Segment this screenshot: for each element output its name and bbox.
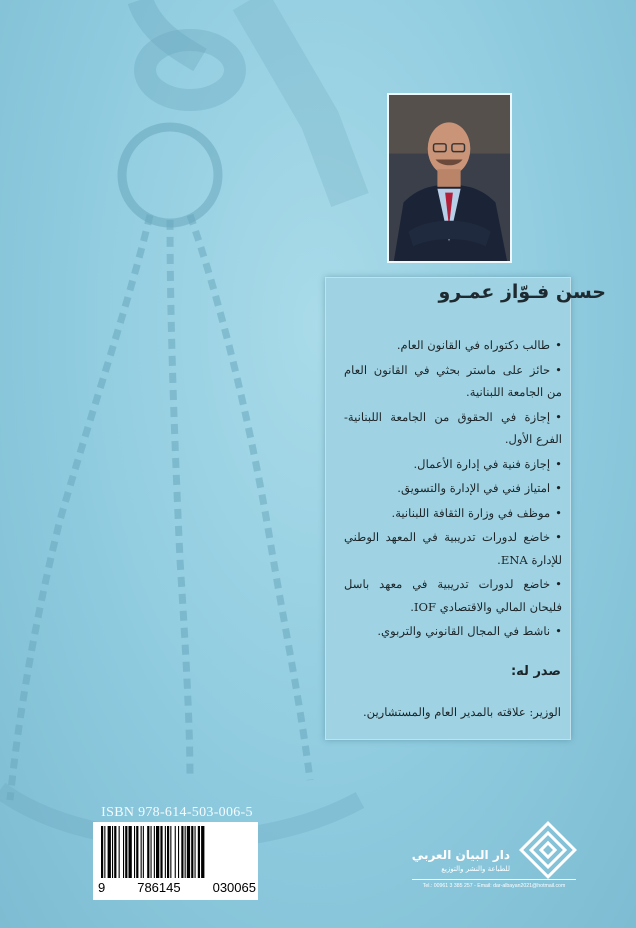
bio-item: •خاضع لدورات تدريبية في المعهد الوطني للإدارة ENA. [344,530,562,567]
publisher-contact: Tel.: 00961 3 385 257 - Email: dar-albayan2021@hotmail.com [422,883,566,889]
published-work-item: الوزير: علاقته بالمدير العام والمستشارين. [363,705,561,719]
publisher-name: دار البيان العربي [411,848,510,862]
bullet-icon: • [555,530,562,544]
bio-list [344,334,562,645]
barcode-bar [170,826,171,878]
barcode-digit-lead: 9 [98,880,106,895]
bullet-icon: • [555,481,562,495]
barcode-bars [93,822,258,882]
barcode-bar [151,826,152,878]
barcode-bar [154,826,155,878]
bullet-icon: • [555,505,562,520]
barcode-bar [141,826,142,878]
bullet-icon: • [555,409,562,424]
barcode-bar [165,826,166,878]
barcode-bar [187,826,190,878]
barcode-bar [147,826,149,878]
barcode-bar [191,826,193,878]
bio-item: •طالب دكتوراه في القانون العام. [396,338,562,352]
bio-item: •ناشط في المجال القانوني والتربوي. [377,624,562,638]
barcode-bar [185,826,186,878]
barcode-digits [96,880,258,895]
publisher-subtitle: للطباعة والنشر والتوزيع [441,865,510,873]
publisher-logo-icon [519,821,577,879]
barcode-bar [114,826,116,878]
barcode-bar [104,826,105,878]
barcode-digit-group: 030065 [212,880,256,895]
bio-item: •امتياز فني في الإدارة والتسويق. [397,481,562,495]
barcode-bar [160,826,162,878]
barcode-bar [178,826,179,878]
bullet-icon: • [555,338,562,352]
bio-item: •إجازة فنية في إدارة الأعمال. [413,456,562,471]
barcode-bar [119,826,120,878]
barcode-bar [129,826,132,878]
barcode-bar [123,826,124,878]
barcode-bar [167,826,169,878]
barcode-bar [112,826,113,878]
barcode-bar [108,826,111,878]
barcode-bar [134,826,135,878]
published-works-heading: صدر له: [510,664,561,679]
bullet-icon: • [555,456,562,471]
barcode-bar [125,826,127,878]
author-photo [387,93,512,263]
barcode-bar [181,826,183,878]
barcode-bar [201,826,204,878]
barcode-bar [101,826,103,878]
barcode-bar [136,826,138,878]
bullet-icon: • [555,362,562,377]
barcode-bar [156,826,159,878]
barcode-bar [143,826,144,878]
barcode-bar [175,826,176,878]
bullet-icon: • [555,624,562,638]
bullet-icon: • [555,577,562,591]
barcode-bar [195,826,196,878]
isbn-label: ISBN 978-614-503-006-5 [101,805,253,820]
barcode-bar [198,826,200,878]
barcode-digit-group: 786145 [137,880,181,895]
bio-item: •إجازة في الحقوق من الجامعة اللبنانية- الفرع الأول. [344,409,562,446]
bio-item: •حائز على ماستر بحثي في القانون العام من الجامعة اللبنانية. [344,362,562,399]
author-name: حسن فـوّاز عمـرو [438,281,606,303]
bio-item: •موظف في وزارة الثقافة اللبنانية. [391,505,562,520]
publisher-divider [412,879,576,880]
bio-item: •خاضع لدورات تدريبية في معهد باسل فليحان المالي والاقتصادي IOF. [344,577,562,614]
